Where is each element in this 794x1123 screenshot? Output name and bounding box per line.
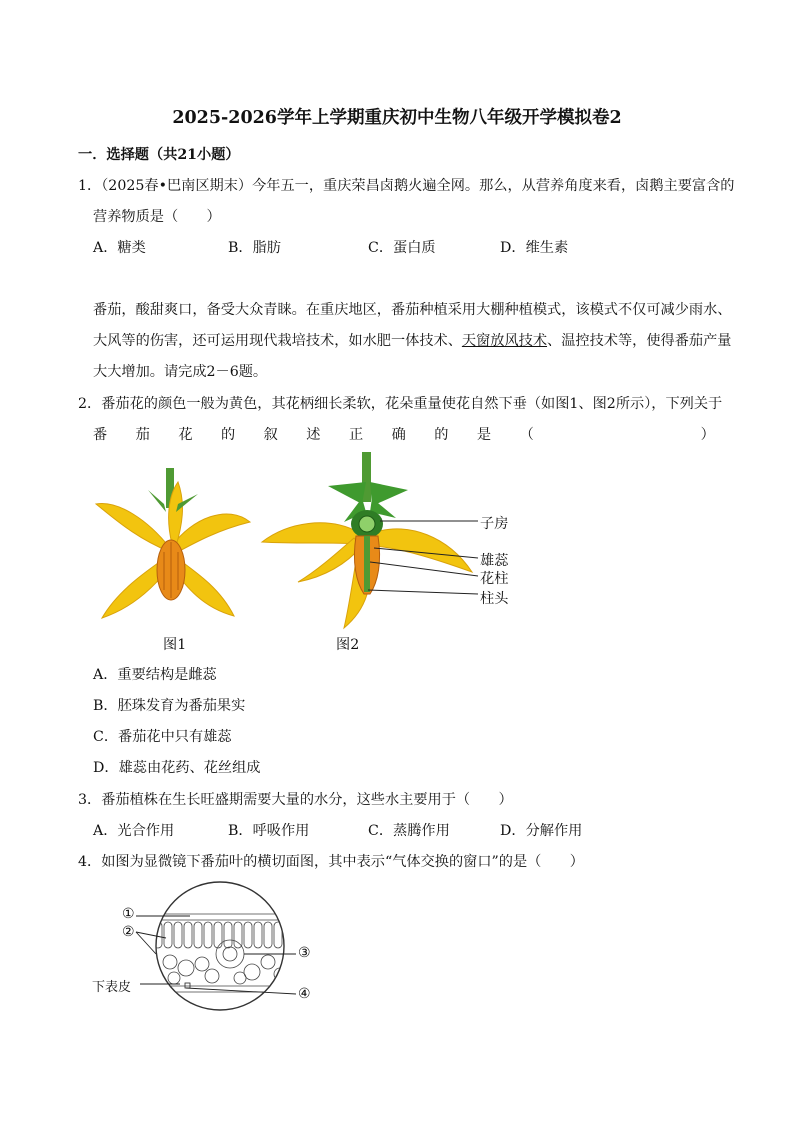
q2-char: 确 [391, 427, 406, 443]
q2-char: 的 [434, 427, 449, 443]
figure2-caption: 图2 [336, 637, 360, 653]
q3-option-d[interactable]: D．分解作用 [500, 823, 583, 839]
label-stamen: 雄蕊 [480, 553, 509, 569]
figure1-caption: 图1 [163, 637, 187, 653]
label-1: ① [122, 906, 135, 922]
q4-stem: 4．如图为显微镜下番茄叶的横切面图，其中表示“气体交换的窗口”的是（ ） [78, 854, 584, 870]
q2-char: ） [700, 427, 715, 443]
q3-stem: 3．番茄植株在生长旺盛期需要大量的水分，这些水主要用于（ ） [78, 792, 513, 808]
label-style: 花柱 [480, 571, 509, 587]
q2-char: 述 [306, 427, 321, 443]
q3-option-a[interactable]: A．光合作用 [93, 823, 175, 839]
passage-underlined-term: 天窗放风技术 [461, 333, 548, 349]
q2-option-a[interactable]: A．重要结构是雌蕊 [93, 667, 217, 683]
passage-line2 [93, 330, 731, 350]
q1-option-c[interactable]: C．蛋白质 [368, 240, 436, 256]
q1-stem-line1: 1．（2025春•巴南区期末）今年五一，重庆荣昌卤鹅火遍全网。那么，从营养角度来看，卤鹅主要富含的 [78, 178, 735, 194]
q2-option-b[interactable]: B．胚珠发育为番茄果实 [93, 698, 246, 714]
passage-line2-post: 、温控技术等，使得番茄产量 [547, 333, 732, 349]
figure-leaf-cross-section [90, 876, 320, 1016]
label-3: ③ [298, 945, 311, 961]
q2-char: 的 [220, 427, 236, 443]
q2-option-c[interactable]: C．番茄花中只有雄蕊 [93, 729, 232, 745]
q1-option-d[interactable]: D．维生素 [500, 240, 569, 256]
label-stigma: 柱头 [480, 591, 509, 607]
label-ovary: 子房 [480, 516, 509, 532]
q2-stem-line1: 2．番茄花的颜色一般为黄色，其花柄细长柔软，花朵重量使花自然下垂（如图1、图2所示），下列关于 [78, 396, 723, 412]
passage-line2-pre: 大风等的伤害，还可运用现代栽培技术，如水肥一体技术、 [93, 333, 462, 349]
q3-option-c[interactable]: C．蒸腾作用 [368, 823, 450, 839]
q2-stem-line2 [93, 424, 715, 444]
q2-char: 番 [93, 427, 108, 443]
figure2-flower-section [258, 452, 518, 634]
q3-option-b[interactable]: B．呼吸作用 [228, 823, 310, 839]
label-2: ② [122, 924, 135, 940]
q2-char: 是 [476, 427, 492, 443]
label-lower-epidermis: 下表皮 [92, 980, 132, 995]
q2-char: 茄 [135, 427, 150, 443]
passage-line1: 番茄，酸甜爽口，备受大众青睐。在重庆地区，番茄种植采用大棚种植模式，该模式不仅可减少雨水、 [93, 302, 732, 318]
q2-char: （ [519, 427, 534, 443]
q2-char: 正 [348, 427, 364, 443]
q1-option-b[interactable]: B．脂肪 [228, 240, 281, 256]
label-4: ④ [298, 986, 311, 1002]
section-heading: 一．选择题（共21小题） [78, 147, 240, 163]
q1-option-a[interactable]: A．糖类 [93, 240, 146, 256]
q2-option-d[interactable]: D．雄蕊由花药、花丝组成 [93, 760, 261, 776]
q1-stem-line2: 营养物质是（ ） [93, 209, 221, 225]
q2-char: 叙 [263, 427, 278, 443]
figure1-tomato-flower [88, 460, 258, 630]
q2-char: 花 [178, 427, 193, 443]
page-title: 2025-2026学年上学期重庆初中生物八年级开学模拟卷2 [172, 108, 622, 128]
passage-line3: 大大增加。请完成2－6题。 [93, 364, 268, 380]
